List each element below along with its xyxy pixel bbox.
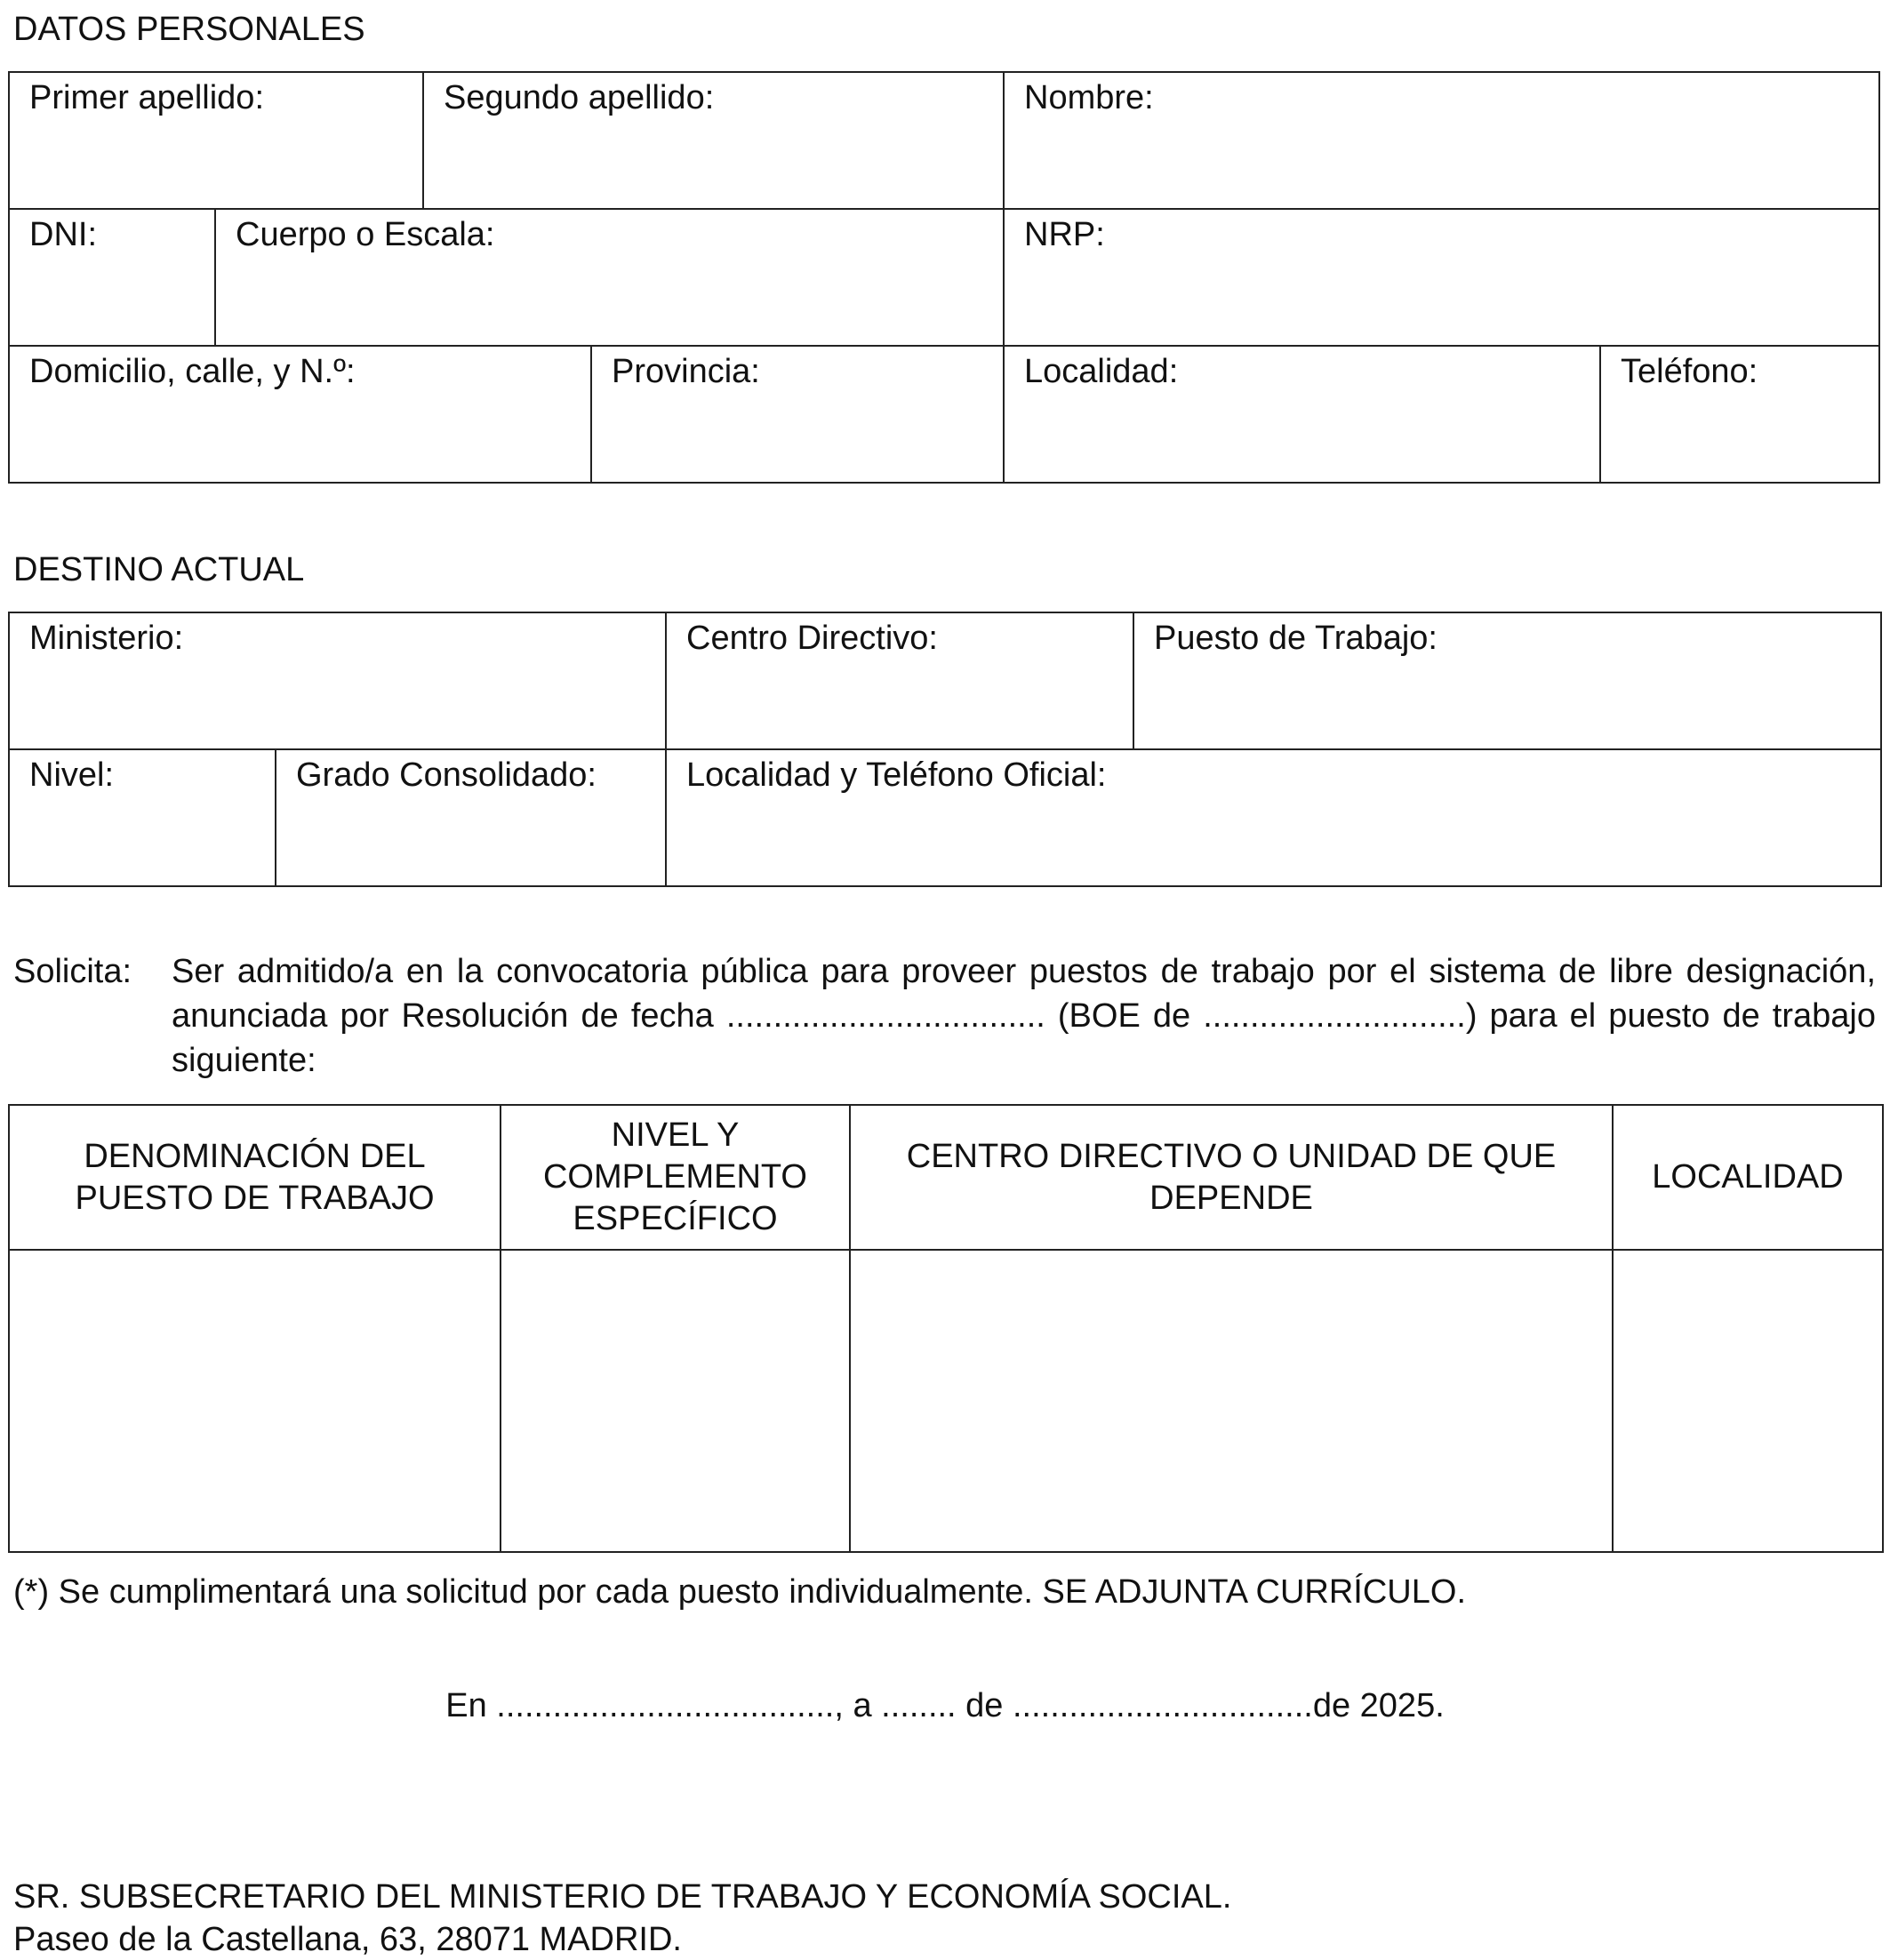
col-localidad-header [1613, 1105, 1883, 1250]
col-localidad-label: LOCALIDAD [1652, 1158, 1844, 1196]
dni-field[interactable] [9, 209, 215, 346]
nrp-field[interactable] [1004, 209, 1879, 346]
solicita-label: Solicita: [13, 953, 132, 990]
col-centro-header [850, 1105, 1613, 1250]
primer-apellido-label: Primer apellido: [29, 79, 264, 116]
centro-directivo-label: Centro Directivo: [686, 620, 938, 657]
datos-personales-table [8, 71, 1880, 484]
col-centro-line1: CENTRO DIRECTIVO O UNIDAD DE QUE [906, 1137, 1557, 1175]
telefono-label: Teléfono: [1621, 353, 1758, 390]
domicilio-label: Domicilio, calle, y N.º: [29, 353, 356, 390]
destinatario-line1: SR. SUBSECRETARIO DEL MINISTERIO DE TRABAJO Y ECONOMÍA SOCIAL. [13, 1878, 1232, 1916]
cuerpo-escala-label: Cuerpo o Escala: [236, 216, 495, 253]
localidad-input-cell[interactable] [1613, 1250, 1883, 1552]
ministerio-field[interactable] [9, 612, 666, 749]
destinatario-line2: Paseo de la Castellana, 63, 28071 MADRID. [13, 1921, 682, 1958]
nivel-field[interactable] [9, 749, 276, 886]
col-denominacion-header [9, 1105, 501, 1250]
col-nivel-line2: COMPLEMENTO [542, 1158, 807, 1196]
col-nivel-line1: NIVEL Y [611, 1116, 740, 1154]
segundo-apellido-label: Segundo apellido: [444, 79, 715, 116]
nombre-label: Nombre: [1024, 79, 1154, 116]
provincia-label: Provincia: [612, 353, 760, 390]
puesto-trabajo-field[interactable] [1133, 612, 1881, 749]
nombre-field[interactable] [1004, 72, 1879, 209]
domicilio-field[interactable] [9, 346, 591, 483]
ministerio-label: Ministerio: [29, 620, 184, 657]
col-denominacion-line1: DENOMINACIÓN DEL [84, 1137, 426, 1175]
puesto-trabajo-label: Puesto de Trabajo: [1154, 620, 1438, 657]
primer-apellido-field[interactable] [9, 72, 423, 209]
cuerpo-escala-field[interactable] [215, 209, 1004, 346]
nivel-label: Nivel: [29, 756, 115, 794]
grado-consolidado-label: Grado Consolidado: [296, 756, 597, 794]
denominacion-input-cell[interactable] [9, 1250, 501, 1552]
destino-actual-heading: DESTINO ACTUAL [13, 551, 305, 588]
footnote: (*) Se cumplimentará una solicitud por cada puesto individualmente. SE ADJUNTA CURRÍCULO. [13, 1573, 1466, 1611]
localidad-label: Localidad: [1024, 353, 1179, 390]
centro-directivo-field[interactable] [666, 612, 1133, 749]
datos-personales-heading: DATOS PERSONALES [13, 11, 365, 48]
col-denominacion-line2: PUESTO DE TRABAJO [75, 1179, 435, 1217]
telefono-field[interactable] [1600, 346, 1879, 483]
solicita-text: Ser admitido/a en la convocatoria pública para proveer puestos de trabajo por el sistema de libre designación, anunciada por Resolución de fecha .................................. (BOE de ............................) para el puesto de trabajo siguiente: [172, 953, 1876, 1079]
puestos-table [8, 1104, 1884, 1553]
provincia-field[interactable] [591, 346, 1004, 483]
col-centro-line2: DEPENDE [1149, 1179, 1313, 1217]
col-nivel-header [501, 1105, 850, 1250]
nivel-input-cell[interactable] [501, 1250, 850, 1552]
localidad-field[interactable] [1004, 346, 1600, 483]
localidad-telefono-field[interactable] [666, 749, 1881, 886]
fecha-line: En ...................................., a ........ de ................................de 2025. [445, 1687, 1445, 1724]
nrp-label: NRP: [1024, 216, 1105, 253]
destino-actual-table [8, 612, 1882, 887]
col-nivel-line3: ESPECÍFICO [573, 1200, 778, 1237]
centro-input-cell[interactable] [850, 1250, 1613, 1552]
solicita-paragraph [13, 949, 1876, 1083]
grado-consolidado-field[interactable] [276, 749, 666, 886]
dni-label: DNI: [29, 216, 97, 253]
localidad-telefono-label: Localidad y Teléfono Oficial: [686, 756, 1107, 794]
segundo-apellido-field[interactable] [423, 72, 1004, 209]
